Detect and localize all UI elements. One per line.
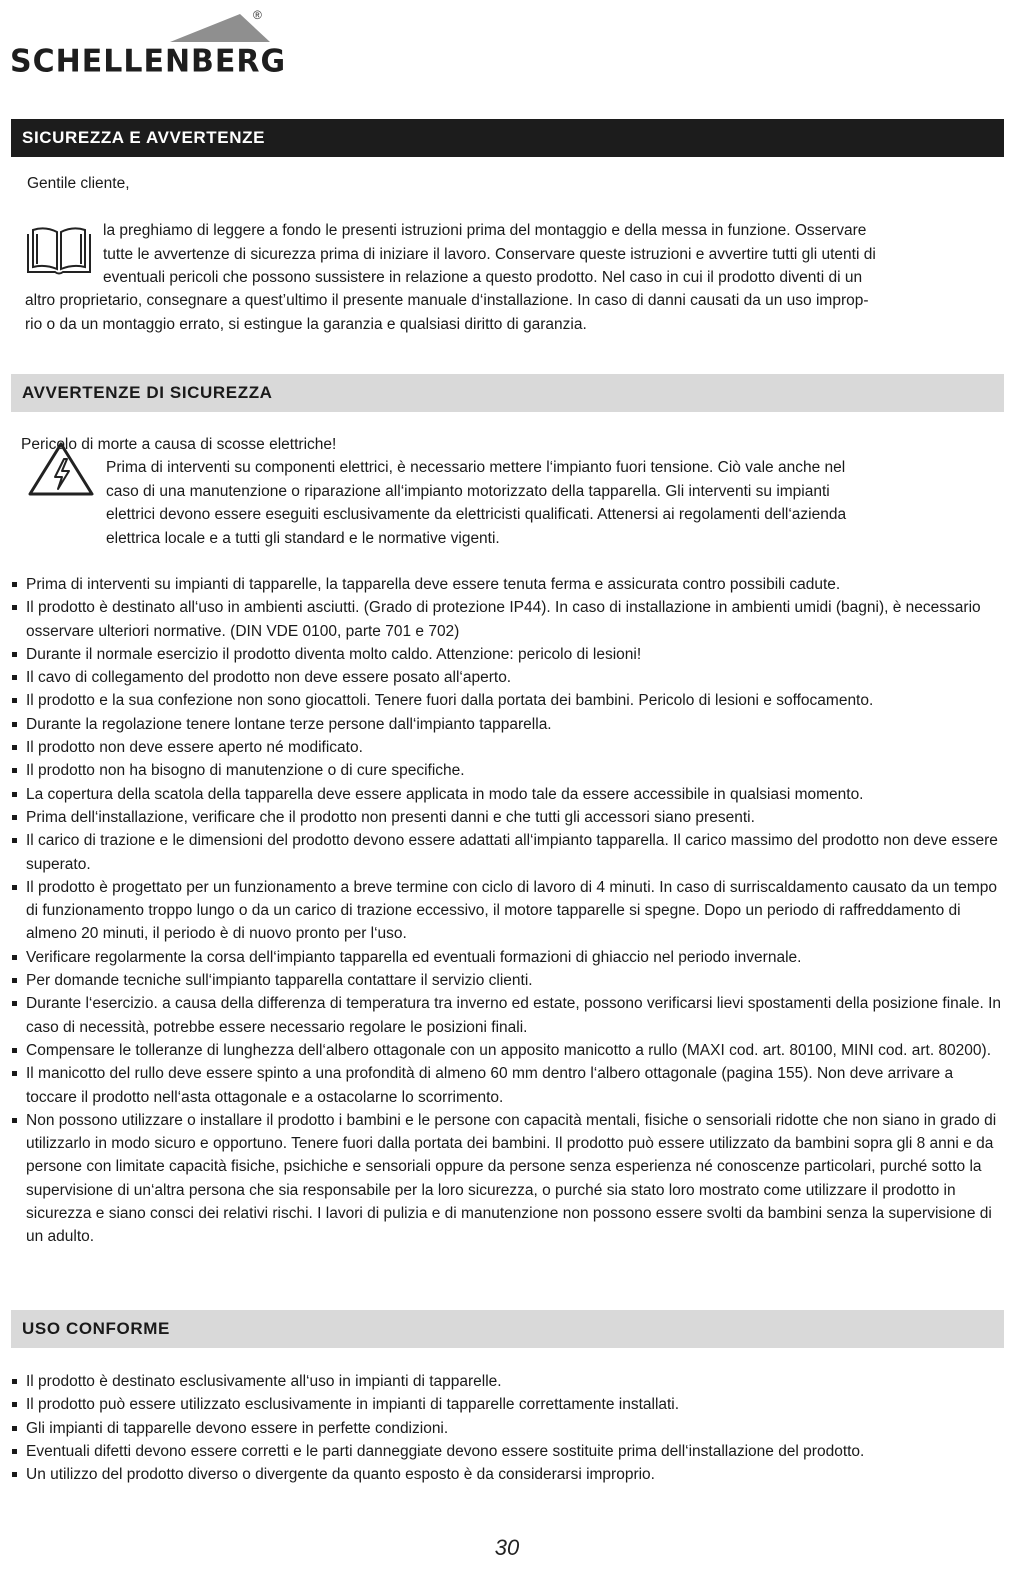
book-icon	[25, 222, 93, 276]
list-item: La copertura della scatola della tapparella deve essere applicata in modo tale da essere accessibile in qualsiasi momento.	[10, 783, 1005, 806]
brand-name: SCHELLENBERG	[10, 43, 287, 80]
list-item: Prima di interventi su impianti di tapparelle, la tapparella deve essere tenuta ferma e assicurata contro possibili cadute.	[10, 573, 1005, 596]
list-item: Il prodotto può essere utilizzato esclusivamente in impianti di tapparelle correttamente installati.	[10, 1393, 1005, 1416]
list-item: Il prodotto non ha bisogno di manutenzione o di cure specifiche.	[10, 759, 1005, 782]
list-item: Il carico di trazione e le dimensioni del prodotto devono essere adattati all‘impianto tapparella. Il carico massimo del prodotto non deve essere superato.	[10, 829, 1005, 876]
greeting: Gentile cliente,	[27, 175, 130, 192]
warnings-list	[10, 573, 1005, 1249]
danger-line: Prima di interventi su componenti elettrici, è necessario mettere l‘impianto fuori tensione. Ciò vale anche nel	[106, 459, 846, 476]
list-item: Durante la regolazione tenere lontane terze persone dall‘impianto tapparella.	[10, 713, 1005, 736]
list-item: Un utilizzo del prodotto diverso o divergente da quanto esposto è da considerarsi improprio.	[10, 1463, 1005, 1486]
list-item: Gli impianti di tapparelle devono essere in perfette condizioni.	[10, 1417, 1005, 1440]
intro-indented	[103, 219, 1003, 290]
list-item: Il manicotto del rullo deve essere spinto a una profondità di almeno 60 mm dentro l‘albero ottagonale (pagina 155). Non deve arrivare a toccare il prodotto nell‘asta ottagonale e a ostacolarne lo scorrimento.	[10, 1062, 1005, 1109]
list-item: Prima dell‘installazione, verificare che il prodotto non presenti danni e che tutti gli accessori siano presenti.	[10, 806, 1005, 829]
registered-mark: ®	[253, 8, 262, 22]
intro-line: tutte le avvertenze di sicurezza prima di iniziare il lavoro. Conservare queste istruzioni e avvertire tutti gli utenti di	[103, 245, 876, 263]
section-header-warnings: AVVERTENZE DI SICUREZZA	[11, 374, 1004, 412]
use-list	[10, 1370, 1005, 1486]
list-item: Durante l‘esercizio. a causa della differenza di temperatura tra inverno ed estate, possono verificarsi lievi spostamenti della posizione finale. In caso di necessità, potrebbe essere necessario regolare le posizioni finali.	[10, 992, 1005, 1039]
list-item: Compensare le tolleranze di lunghezza dell‘albero ottagonale con un apposito manicotto a rullo (MAXI cod. art. 80100, MINI cod. art. 80200).	[10, 1039, 1005, 1062]
intro-line: altro proprietario, consegnare a quest’ultimo il presente manuale d‘installazione. In caso di danni causati da un uso improp-	[25, 292, 869, 309]
list-item: Il cavo di collegamento del prodotto non deve essere posato all‘aperto.	[10, 666, 1005, 689]
list-item: Per domande tecniche sull‘impianto tapparella contattare il servizio clienti.	[10, 969, 1005, 992]
section-header-use: USO CONFORME	[11, 1310, 1004, 1348]
danger-line: caso di una manutenzione o riparazione all‘impianto motorizzato della tapparella. Gli interventi su impianti	[106, 482, 830, 500]
danger-text	[106, 456, 1006, 550]
list-item: Verificare regolarmente la corsa dell‘impianto tapparella ed eventuali formazioni di ghiaccio nel periodo invernale.	[10, 946, 1005, 969]
list-item: Il prodotto non deve essere aperto né modificato.	[10, 736, 1005, 759]
list-item: Eventuali difetti devono essere corretti e le parti danneggiate devono essere sostituite prima dell‘installazione del prodotto.	[10, 1440, 1005, 1463]
electric-hazard-icon	[27, 441, 95, 497]
list-item: Il prodotto è destinato esclusivamente all‘uso in impianti di tapparelle.	[10, 1370, 1005, 1393]
page-number: 30	[494, 1535, 520, 1560]
list-item: Durante il normale esercizio il prodotto diventa molto caldo. Attenzione: pericolo di lesioni!	[10, 643, 1005, 666]
list-item: Il prodotto è progettato per un funzionamento a breve termine con ciclo di lavoro di 4 minuti. In caso di surriscaldamento causato da un tempo di funzionamento troppo lungo o da un carico di trazione eccessivo, il motore tapparelle si spegne. Dopo un periodo di raffreddamento di almeno 20 minuti, il periodo è di nuovo pronto per l‘uso.	[10, 876, 1005, 946]
intro-line: la preghiamo di leggere a fondo le presenti istruzioni prima del montaggio e della messa in funzione. Osservare	[103, 222, 867, 239]
danger-line: elettrica locale e a tutti gli standard e le normative vigenti.	[106, 529, 500, 547]
danger-line: elettrici devono essere eseguiti esclusivamente da elettricisti qualificati. Attenersi ai regolamenti dell‘azienda	[106, 506, 847, 523]
brand-logo	[10, 6, 287, 80]
list-item: Il prodotto e la sua confezione non sono giocattoli. Tenere fuori dalla portata dei bambini. Pericolo di lesioni e soffocamento.	[10, 689, 1005, 712]
list-item: Non possono utilizzare o installare il prodotto i bambini e le persone con capacità mentali, fisiche o sensoriali ridotte che non siano in grado di utilizzarlo in modo sicuro e opportuno. Tenere fuori dalla portata dei bambini. Il prodotto può essere utilizzato da bambini sopra gli 8 anni e da persone con limitate capacità fisiche, psichiche e sensoriali oppure da persone senza esperienza né conoscenze particolari, purché sotto la supervisione di un‘altra persona che sia responsabile per la loro sicurezza, o purché sia stato loro mostrato come utilizzare il prodotto in sicurezza e siano consci dei relativi rischi. I lavori di pulizia e di manutenzione non possono essere svolti da bambini senza la supervisione di un adulto.	[10, 1109, 1005, 1249]
intro-full	[25, 289, 1010, 336]
intro-line: rio o da un montaggio errato, si estingue la garanzia e qualsiasi diritto di garanzia.	[25, 315, 587, 333]
section-header-safety: SICUREZZA E AVVERTENZE	[11, 119, 1004, 157]
intro-line: eventuali pericoli che possono sussistere in relazione a questo prodotto. Nel caso in cui il prodotto diventi di un	[103, 269, 863, 286]
danger-heading: Pericolo di morte a causa di scosse elettriche!	[21, 436, 337, 453]
list-item: Il prodotto è destinato all‘uso in ambienti asciutti. (Grado di protezione IP44). In caso di installazione in ambienti umidi (bagni), è necessario osservare ulteriori normative. (DIN VDE 0100, parte 701 e 702)	[10, 596, 1005, 643]
